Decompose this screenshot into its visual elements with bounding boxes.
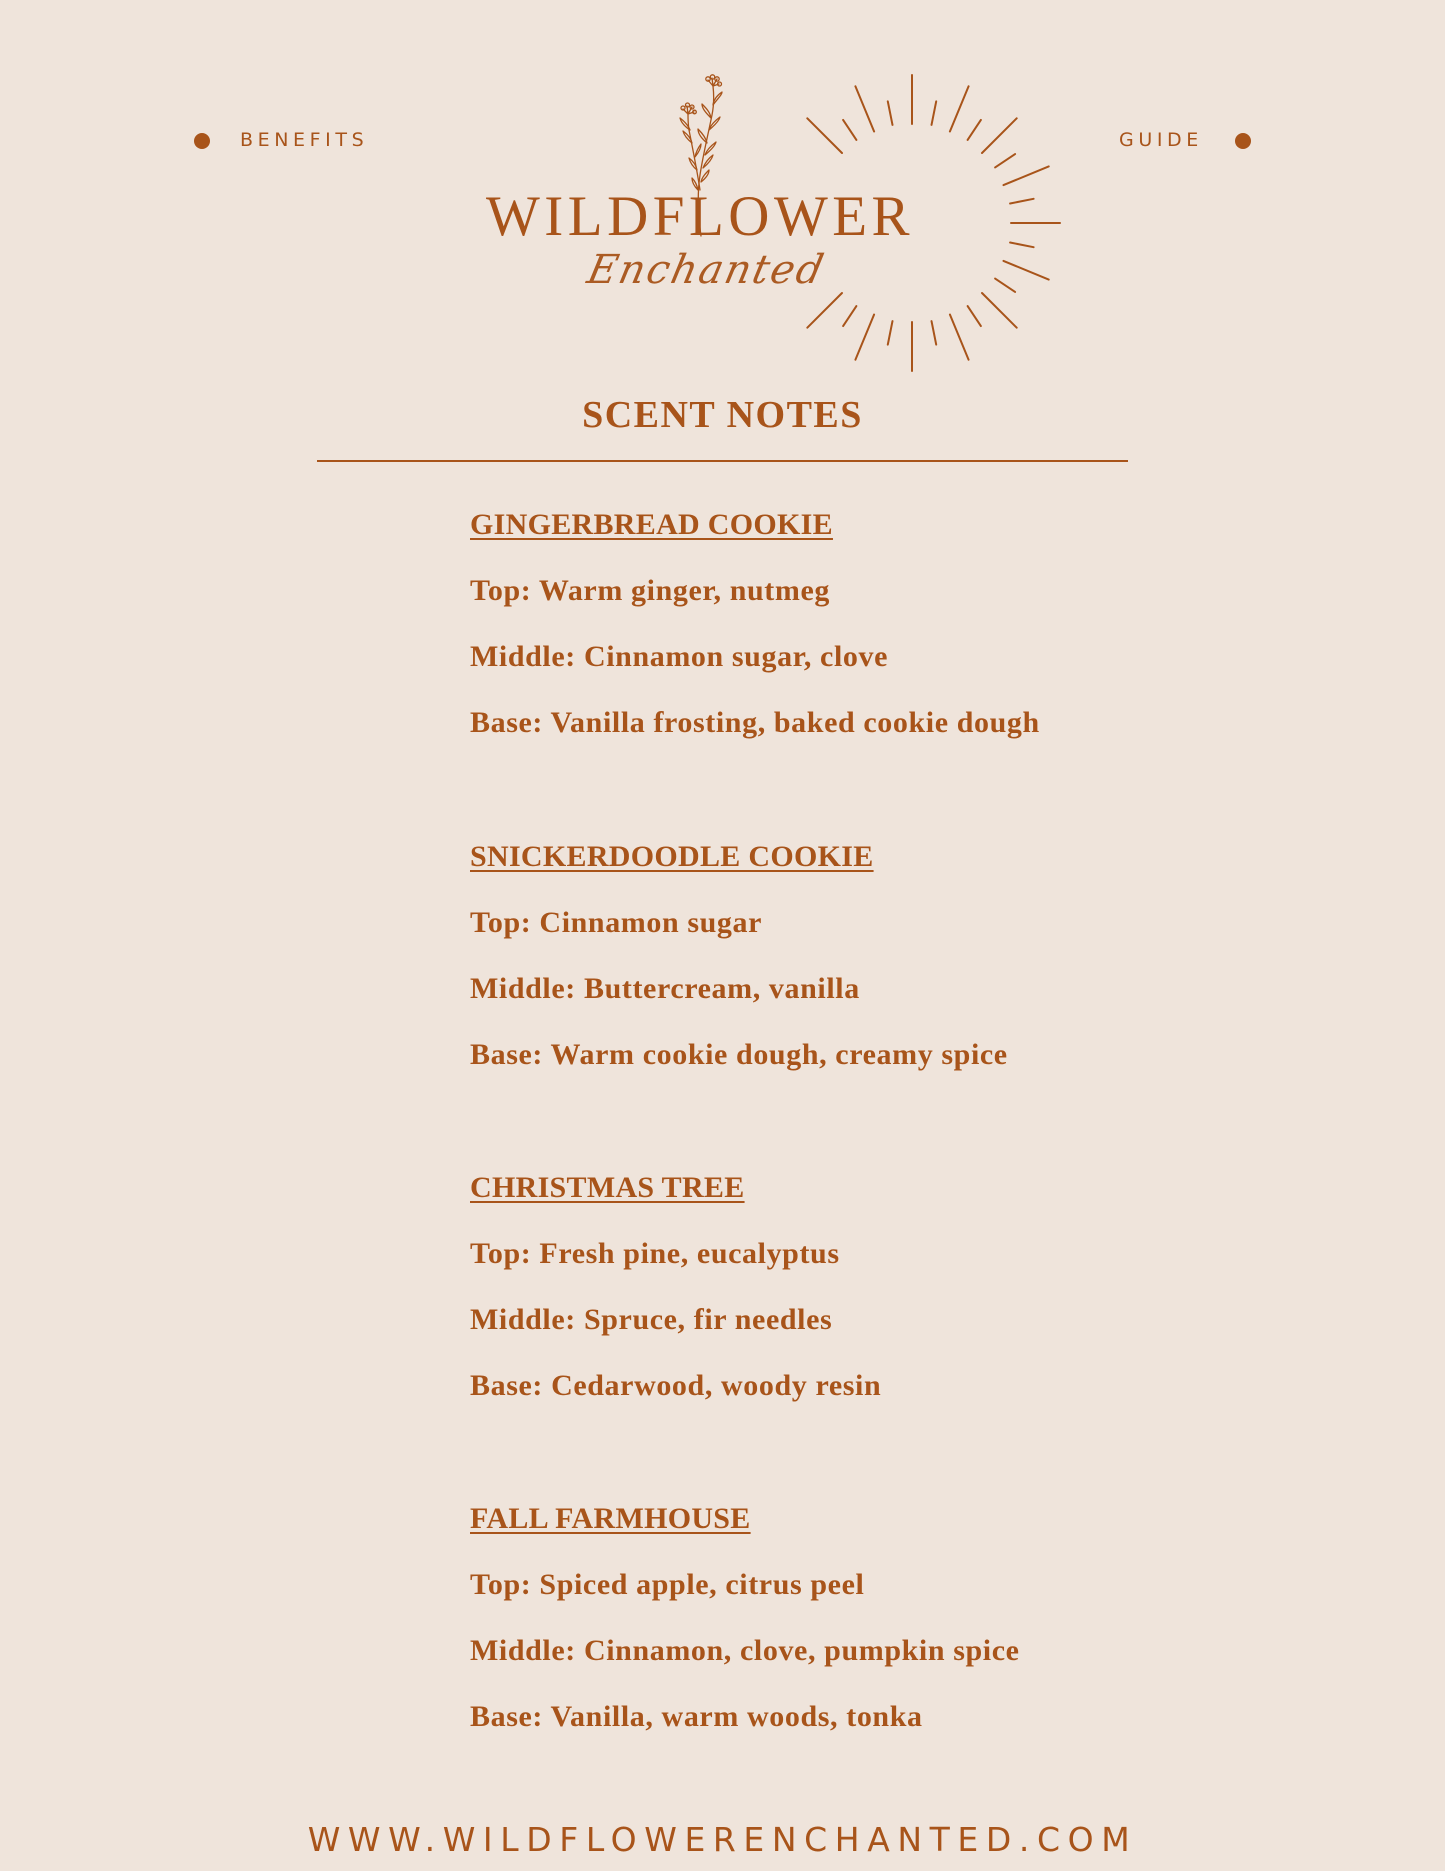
logo-script: Enchanted — [583, 247, 830, 293]
guide-label: GUIDE — [1119, 129, 1203, 151]
scent-section-gingerbread — [470, 510, 1230, 738]
section-heading: CHRISTMAS TREE — [470, 1171, 745, 1204]
note-top: Top: Warm ginger, nutmeg — [470, 574, 831, 607]
note-base: Base: Cedarwood, woody resin — [470, 1369, 882, 1402]
section-heading: GINGERBREAD COOKIE — [470, 508, 833, 541]
section-heading: SNICKERDOODLE COOKIE — [470, 840, 874, 873]
scent-section-snickerdoodle — [470, 842, 1230, 1070]
bullet-left-icon — [194, 133, 210, 149]
note-base: Base: Warm cookie dough, creamy spice — [470, 1038, 1008, 1071]
title-divider — [317, 460, 1128, 462]
note-top: Top: Fresh pine, eucalyptus — [470, 1237, 840, 1270]
scent-section-christmas-tree — [470, 1173, 1230, 1401]
note-middle: Middle: Buttercream, vanilla — [470, 972, 860, 1005]
sunburst-icon — [0, 0, 1445, 400]
note-middle: Middle: Spruce, fir needles — [470, 1303, 833, 1336]
section-heading: FALL FARMHOUSE — [470, 1502, 751, 1535]
logo-wordmark: WILDFLOWER — [486, 185, 915, 248]
benefits-label: BENEFITS — [240, 129, 369, 151]
brand-logo — [0, 0, 1445, 400]
bullet-right-icon — [1235, 133, 1251, 149]
website-url: WWW.WILDFLOWERENCHANTED.COM — [307, 1820, 1138, 1859]
note-middle: Middle: Cinnamon, clove, pumpkin spice — [470, 1634, 1020, 1667]
note-top: Top: Cinnamon sugar — [470, 906, 763, 939]
page-title: SCENT NOTES — [582, 394, 863, 436]
note-top: Top: Spiced apple, citrus peel — [470, 1568, 865, 1601]
note-middle: Middle: Cinnamon sugar, clove — [470, 640, 888, 673]
wildflower-sprig-icon — [0, 0, 1445, 400]
note-base: Base: Vanilla, warm woods, tonka — [470, 1700, 923, 1733]
scent-section-fall-farmhouse — [470, 1504, 1230, 1732]
note-base: Base: Vanilla frosting, baked cookie dough — [470, 706, 1040, 739]
